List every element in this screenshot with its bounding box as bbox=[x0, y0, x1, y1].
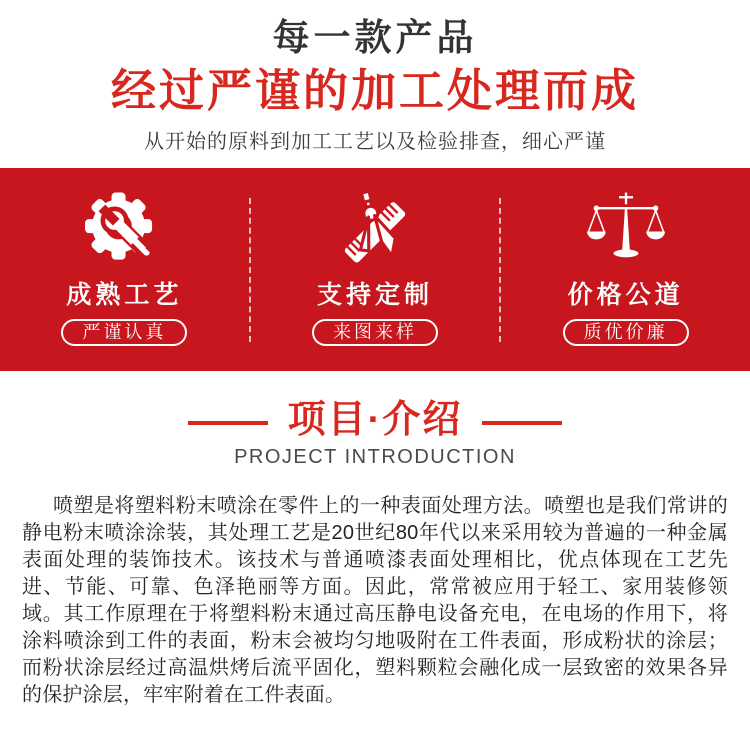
intro-paragraph: 喷塑是将塑料粉末喷涂在零件上的一种表面处理方法。喷塑也是我们常讲的静电粉末喷涂涂装，其处理工艺是20世纪80年代以来采用较为普遍的一种金属表面处理的装饰技术。该技术与普通喷漆表面处理相比，优点体现在工艺先进、节能、可靠、色泽艳丽等方面。因此，常常被应用于轻工、家用装修领域。其工作原理在于将塑料粉末通过高压静电设备充电，在电场的作用下，将涂料喷涂到工件的表面，粉末会被均匀地吸附在工件表面，形成粉状的涂层；而粉状涂层经过高温烘烤后流平固化，塑料颗粒会融化成一层致密的效果各异的保护涂层，牢牢附着在工件表面。 bbox=[22, 495, 728, 706]
hero-subtitle: 从开始的原料到加工工艺以及检验排查，细心严谨 bbox=[144, 131, 606, 153]
gear-wrench-icon bbox=[85, 191, 163, 269]
balance-scale-icon bbox=[587, 191, 665, 269]
right-accent-line bbox=[482, 421, 562, 425]
feature-title: 支持定制 bbox=[317, 281, 434, 309]
section-header bbox=[0, 399, 750, 441]
intro-section bbox=[22, 493, 728, 709]
hero-title-black: 每一款产品 bbox=[272, 17, 478, 58]
ruler-compass-icon bbox=[336, 191, 414, 269]
hero-title-red: 经过严谨的加工处理而成 bbox=[110, 65, 639, 116]
feature-tag-badge: 严谨认真 bbox=[61, 319, 187, 346]
feature-tag-badge: 质优价廉 bbox=[563, 319, 689, 346]
feature-banner bbox=[0, 168, 750, 371]
feature-custom-support bbox=[251, 168, 500, 371]
feature-title: 价格公道 bbox=[567, 281, 684, 309]
section-subtitle-en: PROJECT INTRODUCTION bbox=[234, 446, 516, 468]
left-accent-line bbox=[188, 421, 268, 425]
hero-section bbox=[0, 0, 750, 154]
feature-fair-price bbox=[501, 168, 750, 371]
section-title: 项目·介绍 bbox=[287, 399, 463, 441]
feature-title: 成熟工艺 bbox=[66, 281, 183, 309]
feature-mature-craft bbox=[0, 168, 249, 371]
feature-tag-badge: 来图来样 bbox=[312, 319, 438, 346]
